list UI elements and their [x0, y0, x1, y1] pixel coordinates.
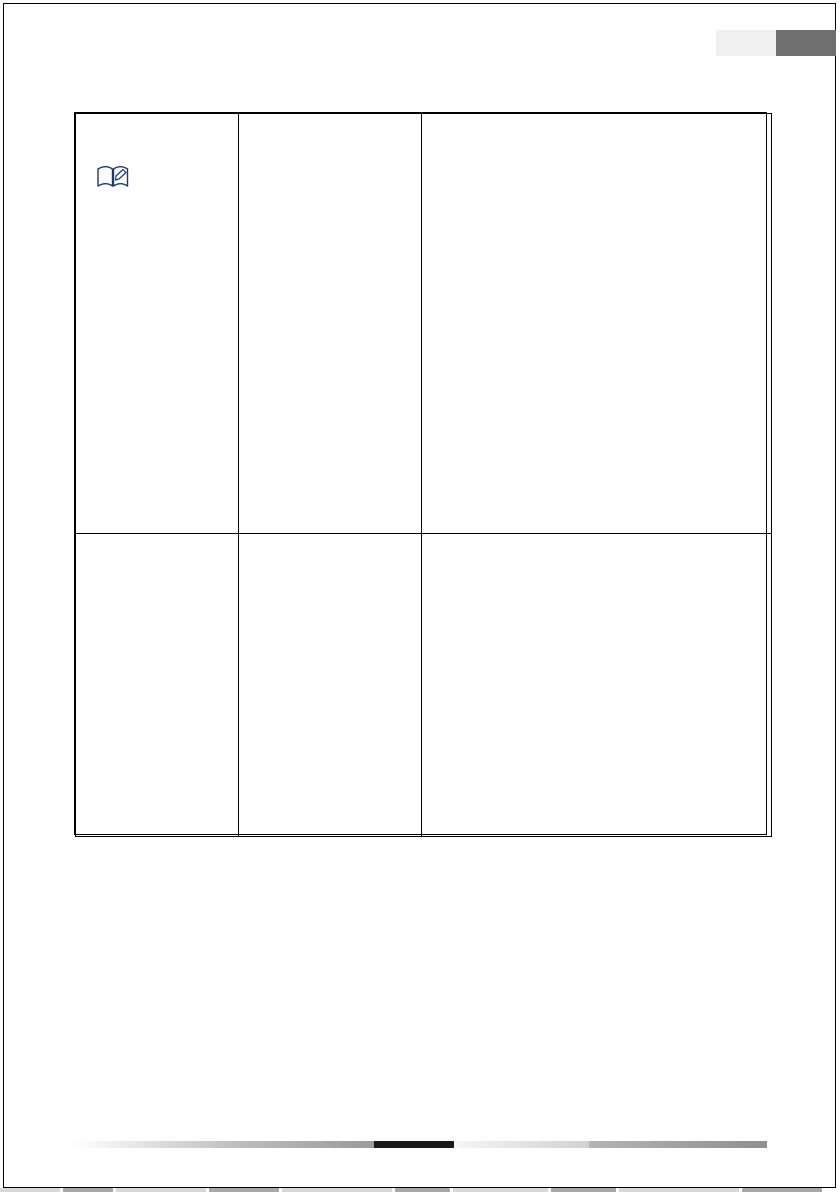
footer-segment-gradient-right — [454, 1141, 589, 1148]
description-text — [422, 114, 771, 136]
strip-segment — [551, 1188, 616, 1192]
strip-segment — [453, 1188, 548, 1192]
table-cell-term — [239, 534, 422, 837]
header-tab-dark — [776, 30, 836, 56]
table-cell-term — [239, 114, 422, 534]
table-row — [76, 534, 772, 837]
term-text — [239, 534, 421, 556]
strip-segment — [742, 1188, 822, 1192]
strip-segment — [0, 1188, 60, 1192]
strip-segment — [395, 1188, 450, 1192]
table-cell-description — [422, 114, 772, 534]
table-row — [76, 114, 772, 534]
strip-segment — [63, 1188, 113, 1192]
strip-segment — [116, 1188, 206, 1192]
content-table — [74, 112, 767, 835]
header-tab-marks — [715, 30, 836, 56]
open-book-icon — [96, 164, 130, 190]
bottom-micro-strip — [0, 1180, 840, 1192]
strip-segment — [209, 1188, 279, 1192]
header-tab-light — [715, 30, 776, 56]
footer-segment-gradient-left — [74, 1141, 374, 1148]
term-text — [239, 114, 421, 136]
strip-segment — [619, 1188, 739, 1192]
strip-segment — [282, 1188, 392, 1192]
icon-caption — [76, 534, 238, 556]
footer-decorative-bar — [74, 1141, 767, 1148]
table-cell-description — [422, 534, 772, 837]
table-cell-icon — [76, 534, 239, 837]
description-text — [422, 534, 771, 556]
footer-segment-solid-dark — [374, 1141, 454, 1148]
table-cell-icon — [76, 114, 239, 534]
footer-segment-gradient-mid — [589, 1141, 767, 1148]
